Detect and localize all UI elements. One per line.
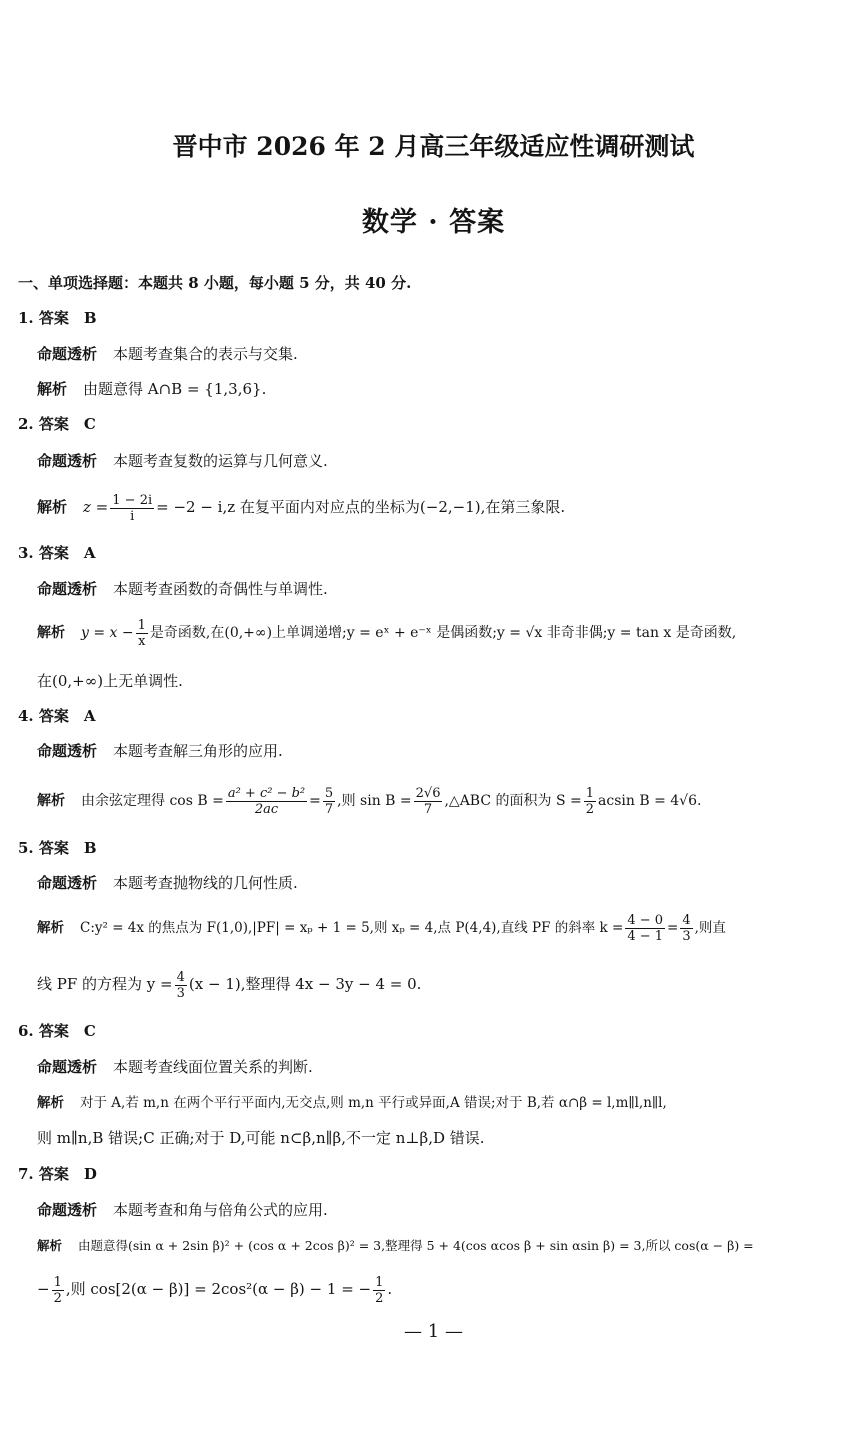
q4-fraction-cos-den: 2ac <box>254 801 279 817</box>
q6-answer: 6. 答案 C <box>18 1022 96 1040</box>
q2-answer: 2. 答案 C <box>18 415 96 433</box>
q4-fraction-sin <box>414 786 443 817</box>
q3-y-lhs: y = x − <box>81 625 134 641</box>
q5-solution-line-2 <box>37 967 421 1001</box>
q1-intent-label: 命题透析 <box>37 345 98 363</box>
q3-solution-line <box>37 617 736 649</box>
q5-solution-text-2: ,则直 <box>694 920 726 936</box>
q5-eq: = <box>667 920 679 936</box>
q7-solution-line-1 <box>37 1236 754 1256</box>
q4-fraction-half <box>584 786 596 817</box>
q4-solution-label: 解析 <box>37 793 65 809</box>
q5-solution-text-3: 线 PF 的方程为 y = <box>37 975 173 993</box>
q7-intent-text: 本题考查和角与倍角公式的应用. <box>113 1201 328 1219</box>
q7-fraction-half-1 <box>52 1275 64 1306</box>
q2-z-lhs: z = <box>83 498 109 516</box>
q4-fraction-half-den: 2 <box>585 801 595 817</box>
q7-solution-label: 解析 <box>37 1238 63 1253</box>
q7-solution-text-1: 由题意得(sin α + 2sin β)² + (cos α + 2cos β)² = 3,整理得 5 + 4(cos αcos β + sin αsin β) = 3,所以 cos(α − β) = <box>78 1238 754 1253</box>
q2-intent-line <box>37 451 328 471</box>
q4-fraction-sin-den: 7 <box>423 801 433 817</box>
q6-intent-line <box>37 1057 313 1077</box>
q2-solution-label: 解析 <box>37 498 68 516</box>
q4-solution-line <box>37 784 701 818</box>
q7-fraction-half-2 <box>373 1275 385 1306</box>
q4-fraction-five-sevenths <box>323 786 335 817</box>
q2-solution-line <box>37 491 565 524</box>
q5-solution-label: 解析 <box>37 920 64 936</box>
q1-solution-text: 由题意得 A∩B = {1,3,6}. <box>83 380 267 398</box>
document-subtitle: 数学 · 答案 <box>361 207 506 238</box>
q3-answer: 3. 答案 A <box>18 544 96 562</box>
q3-intent-line <box>37 579 328 599</box>
q2-solution-text: ,z 在复平面内对应点的坐标为(−2,−1),在第三象限. <box>222 498 566 516</box>
q4-answer: 4. 答案 A <box>18 707 96 725</box>
q5-fraction-slope-value-num: 4 <box>682 913 691 928</box>
q3-intent-label: 命题透析 <box>37 580 98 598</box>
document-title: 晋中市 2026 年 2 月高三年级适应性调研测试 <box>172 132 695 161</box>
q4-fraction-5-num: 5 <box>324 785 334 801</box>
q7-intent-label: 命题透析 <box>37 1201 98 1219</box>
q6-intent-text: 本题考查线面位置关系的判断. <box>113 1058 313 1076</box>
q1-solution-label: 解析 <box>37 380 68 398</box>
q7-solution-text-2: ,则 cos[2(α − β)] = 2cos²(α − β) − 1 = − <box>65 1280 372 1298</box>
q6-solution-label: 解析 <box>37 1095 64 1111</box>
q3-solution-text-1: 是奇函数,在(0,+∞)上单调递增;y = eˣ + e⁻ˣ 是偶函数;y = √x 非奇非偶;y = tan x 是奇函数, <box>149 625 737 641</box>
q5-fraction-line-num: 4 <box>176 969 185 985</box>
q4-intent-text: 本题考查解三角形的应用. <box>113 742 283 760</box>
q3-intent-text: 本题考查函数的奇偶性与单调性. <box>113 580 328 598</box>
q5-fraction-line-den: 3 <box>176 985 185 1001</box>
q4-solution-text-1: 由余弦定理得 cos B = <box>81 793 224 809</box>
q4-solution-text-3: ,△ABC 的面积为 S = <box>444 793 582 809</box>
q7-fraction-half-1-den: 2 <box>53 1290 62 1306</box>
q5-intent-line <box>37 873 298 893</box>
q7-fraction-half-2-den: 2 <box>375 1290 384 1306</box>
q5-answer: 5. 答案 B <box>18 839 97 857</box>
q3-solution-text-2: 在(0,+∞)上无单调性. <box>37 672 183 690</box>
q7-fraction-half-2-num: 1 <box>375 1274 384 1290</box>
page-number: — 1 — <box>404 1321 463 1342</box>
q1-intent-text: 本题考查集合的表示与交集. <box>113 345 298 363</box>
q7-intent-line <box>37 1200 328 1220</box>
q7-answer: 7. 答案 D <box>18 1165 97 1183</box>
q5-fraction-slope <box>625 913 665 944</box>
q5-solution-text-1: C:y² = 4x 的焦点为 F(1,0),|PF| = xₚ + 1 = 5,则 xₚ = 4,点 P(4,4),直线 PF 的斜率 k = <box>80 920 624 936</box>
q5-intent-label: 命题透析 <box>37 874 98 892</box>
q1-intent-line <box>37 344 298 364</box>
q5-fraction-slope-den: 4 − 1 <box>627 929 664 944</box>
q6-solution-text-2: 则 m∥n,B 错误;C 正确;对于 D,可能 n⊂β,n∥β,不一定 n⊥β,D 错误. <box>37 1129 485 1147</box>
q3-solution-label: 解析 <box>37 625 65 641</box>
q1-answer: 1. 答案 B <box>18 309 97 327</box>
q5-solution-line-1 <box>37 911 726 945</box>
q4-fraction-half-num: 1 <box>585 785 595 801</box>
q2-intent-text: 本题考查复数的运算与几何意义. <box>113 452 328 470</box>
q4-solution-text-4: acsin B = 4√6. <box>598 793 702 809</box>
q5-fraction-line <box>175 970 187 1001</box>
q2-fraction <box>110 493 154 524</box>
q5-fraction-slope-num: 4 − 0 <box>627 913 664 928</box>
q4-fraction-5-den: 7 <box>324 801 334 817</box>
q7-neg-sign: − <box>37 1280 50 1298</box>
q7-solution-text-3: . <box>387 1280 393 1298</box>
q7-solution-line-2 <box>37 1272 392 1306</box>
q4-intent-label: 命题透析 <box>37 742 98 760</box>
q7-fraction-half-1-num: 1 <box>53 1274 62 1290</box>
q4-fraction-cos-num: a² + c² − b² <box>227 785 306 801</box>
q4-fraction-sin-num: 2√6 <box>415 785 441 801</box>
q3-fraction-den: x <box>138 633 146 649</box>
q1-solution-line <box>37 379 266 399</box>
q4-fraction-cos <box>226 786 307 817</box>
section-heading: 一、单项选择题：本题共 8 小题，每小题 5 分，共 40 分. <box>18 274 412 292</box>
q5-fraction-slope-value-den: 3 <box>682 929 691 944</box>
q2-fraction-num: 1 − 2i <box>112 492 153 508</box>
q3-fraction <box>136 618 148 649</box>
q3-fraction-num: 1 <box>137 617 146 633</box>
q4-solution-text-2: ,则 sin B = <box>337 793 412 809</box>
q6-intent-label: 命题透析 <box>37 1058 98 1076</box>
q2-z-rhs: = −2 − i <box>156 498 223 516</box>
q5-solution-text-4: (x − 1),整理得 4x − 3y − 4 = 0. <box>188 975 422 993</box>
q5-intent-text: 本题考查抛物线的几何性质. <box>113 874 298 892</box>
q5-fraction-slope-value <box>680 913 692 944</box>
q4-intent-line <box>37 741 283 761</box>
q6-solution-text-1: 对于 A,若 m,n 在两个平行平面内,无交点,则 m,n 平行或异面,A 错误;对于 B,若 α∩β = l,m∥l,n∥l, <box>80 1095 667 1111</box>
q2-intent-label: 命题透析 <box>37 452 98 470</box>
q6-solution-line-1 <box>37 1093 667 1113</box>
q4-eq-mid: = <box>309 793 321 809</box>
q2-fraction-den: i <box>130 508 135 524</box>
